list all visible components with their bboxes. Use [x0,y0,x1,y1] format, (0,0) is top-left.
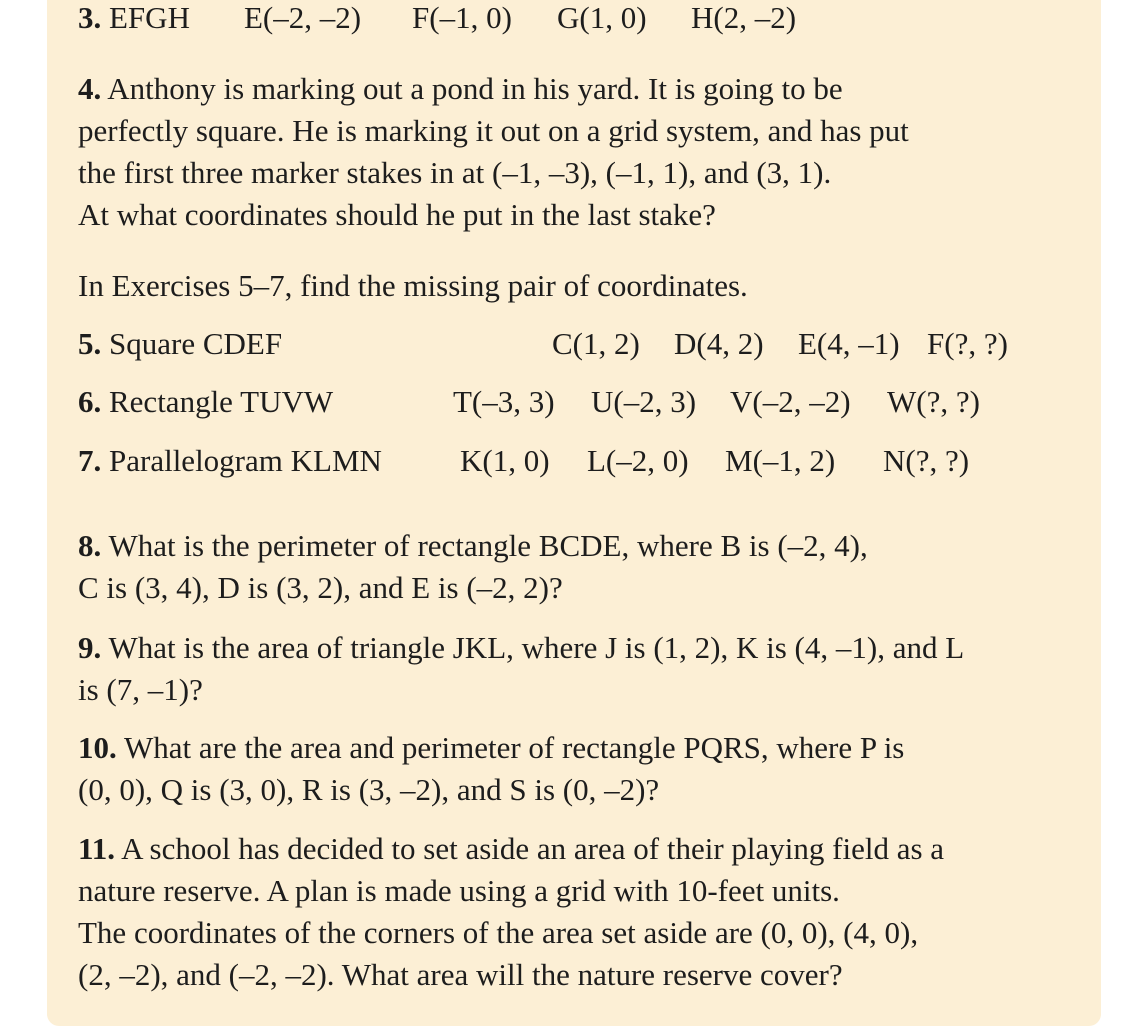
exercise-6-point-t: T(–3, 3) [453,384,555,419]
exercise-4-line-3: the first three marker stakes in at (–1, –3), (–1, 1), and (3, 1). [78,155,832,190]
exercise-10-line-1 [78,727,904,769]
exercise-3 [78,0,190,39]
exercise-3-point-g: G(1, 0) [557,0,647,35]
exercise-6-point-u: U(–2, 3) [591,384,697,419]
exercise-3-point-h: H(2, –2) [691,0,797,35]
exercise-8-line-1 [78,525,868,567]
exercise-6-label: Rectangle TUVW [109,384,334,419]
exercise-3-point-f: F(–1, 0) [412,0,512,35]
exercise-11-text: A school has decided to set aside an area of their playing field as a [121,831,945,866]
exercise-11-line-1 [78,828,944,870]
exercise-4-line-1 [78,68,843,110]
exercise-3-label: EFGH [109,0,190,35]
exercise-4-text: Anthony is marking out a pond in his yard. It is going to be [107,71,843,106]
exercise-4-line-2: perfectly square. He is marking it out on a grid system, and has put [78,113,909,148]
exercise-5-point-c: C(1, 2) [552,326,640,361]
exercise-7-point-l: L(–2, 0) [587,443,689,478]
exercise-5-point-e: E(4, –1) [798,326,900,361]
exercise-10-line-2: (0, 0), Q is (3, 0), R is (3, –2), and S is (0, –2)? [78,772,660,807]
exercise-9-text: What is the area of triangle JKL, where J is (1, 2), K is (4, –1), and L [108,630,965,665]
exercise-6-point-w: W(?, ?) [887,384,980,419]
exercises-5-7-instructions: In Exercises 5–7, find the missing pair of coordinates. [78,268,748,303]
exercise-7-label: Parallelogram KLMN [109,443,382,478]
exercise-7-point-n: N(?, ?) [883,443,970,478]
exercise-9-line-2: is (7, –1)? [78,672,203,707]
exercise-8-text: What is the perimeter of rectangle BCDE, where B is (–2, 4), [108,528,868,563]
exercise-5-point-f: F(?, ?) [927,326,1008,361]
exercise-11-line-2: nature reserve. A plan is made using a grid with 10-feet units. [78,873,840,908]
exercise-5 [78,323,282,365]
exercise-11-line-3: The coordinates of the corners of the area set aside are (0, 0), (4, 0), [78,915,919,950]
exercise-5-number: 5. [78,326,102,361]
exercise-6-point-v: V(–2, –2) [730,384,851,419]
worksheet-page [47,0,1101,1026]
exercise-8-number: 8. [78,528,102,563]
exercise-5-label: Square CDEF [109,326,283,361]
exercise-7-number: 7. [78,443,102,478]
exercise-4-line-4: At what coordinates should he put in the last stake? [78,197,716,232]
exercise-9-number: 9. [78,630,102,665]
exercise-7-point-m: M(–1, 2) [725,443,836,478]
exercise-4-number: 4. [78,71,102,106]
exercise-6 [78,381,333,423]
exercise-3-number: 3. [78,0,102,35]
exercise-7-point-k: K(1, 0) [460,443,550,478]
exercise-6-number: 6. [78,384,102,419]
exercise-7 [78,440,382,482]
exercise-3-point-e: E(–2, –2) [244,0,362,35]
exercise-5-point-d: D(4, 2) [674,326,764,361]
exercise-9-line-1 [78,627,964,669]
exercise-8-line-2: C is (3, 4), D is (3, 2), and E is (–2, 2)? [78,570,563,605]
exercise-11-number: 11. [78,831,116,866]
exercise-10-text: What are the area and perimeter of rectangle PQRS, where P is [123,730,905,765]
exercise-11-line-4: (2, –2), and (–2, –2). What area will the nature reserve cover? [78,957,843,992]
exercise-10-number: 10. [78,730,117,765]
